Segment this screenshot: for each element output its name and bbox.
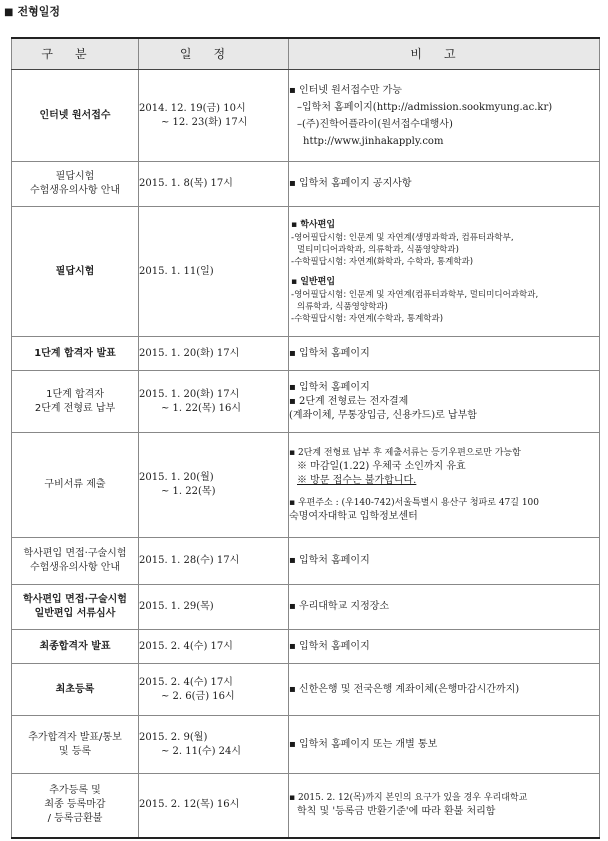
row-note: ▪ 인터넷 원서접수만 가능 –입학처 홈페이지(http://admission.sookmyung.ac.kr) –(주)진학어플라이(원서접수대행사) http://www.jinhakapply.com [289,70,600,162]
row-category: 추가등록 및 최종 등록마감 / 등록금환불 [12,774,139,838]
row-date: 2014. 12. 19(금) 10시 ~ 12. 23(화) 17시 [139,70,289,162]
row-date: 2015. 1. 28(수) 17시 [139,538,289,585]
row-date: 2015. 1. 20(월) ~ 1. 22(목) [139,433,289,538]
header-remarks: 비고 [289,38,600,70]
row-category: 구비서류 제출 [12,433,139,538]
row-date: 2015. 2. 4(수) 17시 [139,630,289,664]
row-note: ▪ 입학처 홈페이지 또는 개별 통보 [289,716,600,774]
row-note: ▪ 입학처 홈페이지 [289,538,600,585]
table-row [12,337,600,371]
row-category: 1단계 합격자 2단계 전형료 납부 [12,371,139,433]
table-row [12,371,600,433]
row-category: 최종합격자 발표 [12,630,139,664]
table-row [12,162,600,207]
square-bullet-icon: ■ [4,7,14,18]
row-category: 학사편입 면접·구술시험 일반편입 서류심사 [12,585,139,630]
schedule-table [11,37,600,839]
table-row [12,70,600,162]
table-row [12,538,600,585]
row-date: 2015. 1. 20(화) 17시 ~ 1. 22(목) 16시 [139,371,289,433]
row-note: ▪ 2단계 전형료 납부 후 제출서류는 등기우편으로만 가능함 ※ 마감일(1.22) 우체국 소인까지 유효 ※ 방문 접수는 불가합니다. ▪ 우편주소 : (우140-742)서울특별시 용산구 청파로 47길 100 숙명여자대학교 입학정보센터 [289,433,600,538]
row-date: 2015. 2. 9(월) ~ 2. 11(수) 24시 [139,716,289,774]
row-note: ▪ 입학처 홈페이지 [289,630,600,664]
table-row [12,716,600,774]
row-note: ▪ 학사편입 -영어필답시험: 인문계 및 자연계(생명과학과, 컴퓨터과학부, 멀티미디어과학과, 의류학과, 식품영양학과) -수학필답시험: 자연계(화학과, 수학과, 통계학과) ▪ 일반편입 -영어필답시험: 인문계 및 자연계(컴퓨터과학부, 멀티미디어과학과, 의류학과, 식품영양학과) -수학필답시험: 자연계(수학과, 통계학과) [289,207,600,337]
row-category: 학사편입 면접·구술시험 수험생유의사항 안내 [12,538,139,585]
row-category: 추가합격자 발표/통보 및 등록 [12,716,139,774]
row-note: ▪ 우리대학교 지정장소 [289,585,600,630]
row-category: 1단계 합격자 발표 [12,337,139,371]
table-row [12,207,600,337]
table-row [12,433,600,538]
row-date: 2015. 1. 29(목) [139,585,289,630]
section-title-text: 전형일정 [17,5,60,18]
row-category: 최초등록 [12,664,139,716]
section-title [4,2,60,22]
row-category: 필답시험 수험생유의사항 안내 [12,162,139,207]
row-note: ▪ 입학처 홈페이지 [289,337,600,371]
row-note: ▪ 2015. 2. 12(목)까지 본인의 요구가 있을 경우 우리대학교 학칙 및 '등록금 반환기준'에 따라 환불 처리함 [289,774,600,838]
table-row [12,585,600,630]
row-date: 2015. 1. 8(목) 17시 [139,162,289,207]
header-schedule: 일정 [139,38,289,70]
row-date: 2015. 2. 12(목) 16시 [139,774,289,838]
header-category: 구분 [12,38,139,70]
table-row [12,664,600,716]
row-note: ▪ 입학처 홈페이지 공지사항 [289,162,600,207]
row-date: 2015. 2. 4(수) 17시 ~ 2. 6(금) 16시 [139,664,289,716]
table-row [12,774,600,838]
row-category: 필답시험 [12,207,139,337]
table-row [12,630,600,664]
table-header-row [12,38,600,70]
row-category: 인터넷 원서접수 [12,70,139,162]
row-note: ▪ 신한은행 및 전국은행 계좌이체(은행마감시간까지) [289,664,600,716]
row-date: 2015. 1. 11(일) [139,207,289,337]
row-note: ▪ 입학처 홈페이지 ▪ 2단계 전형료는 전자결제 (계좌이체, 무통장입금, 신용카드)로 납부함 [289,371,600,433]
row-date: 2015. 1. 20(화) 17시 [139,337,289,371]
